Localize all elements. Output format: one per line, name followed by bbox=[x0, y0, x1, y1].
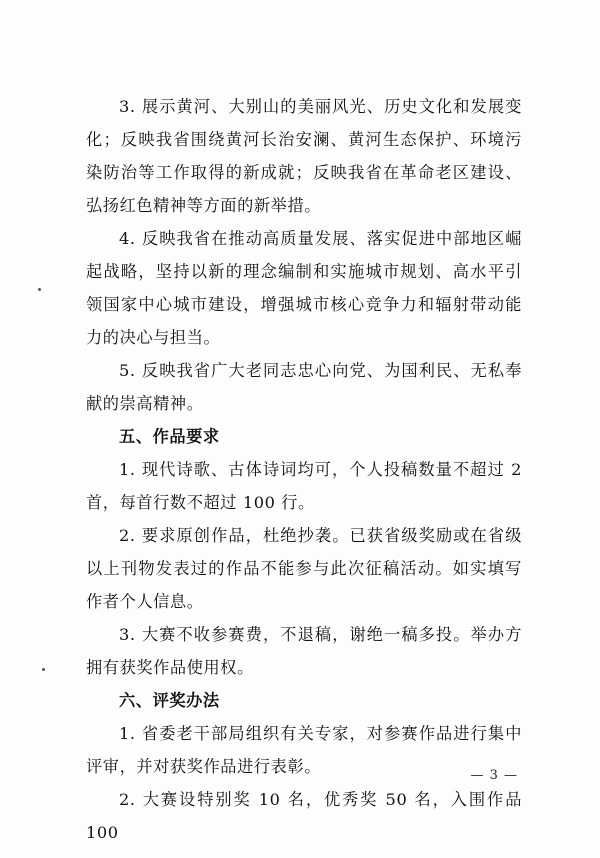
section-heading-requirements: 五、作品要求 bbox=[119, 427, 220, 446]
paragraph-requirement-2: 2. 要求原创作品，杜绝抄袭。已获省级奖励或在省级以上刊物发表过的作品不能参与此次征稿活动。如实填写作者个人信息。 bbox=[86, 526, 522, 611]
document-body bbox=[86, 90, 522, 849]
paragraph-item-5: 5. 反映我省广大老同志忠心向党、为国利民、无私奉献的崇高精神。 bbox=[86, 361, 522, 413]
paragraph-requirement-3: 3. 大赛不收参赛费，不退稿，谢绝一稿多投。举办方拥有获奖作品使用权。 bbox=[86, 625, 522, 677]
paragraph-award-2: 2. 大赛设特别奖 10 名，优秀奖 50 名，入围作品 100 bbox=[86, 790, 522, 842]
section-heading-awards: 六、评奖办法 bbox=[119, 691, 220, 710]
paragraph-item-4: 4. 反映我省在推动高质量发展、落实促进中部地区崛起战略，坚持以新的理念编制和实施城市规划、高水平引领国家中心城市建设，增强城市核心竞争力和辐射带动能力的决心与担当。 bbox=[86, 229, 522, 347]
paragraph-requirement-1: 1. 现代诗歌、古体诗词均可，个人投稿数量不超过 2 首，每首行数不超过 100 行。 bbox=[86, 460, 522, 512]
scan-speck bbox=[42, 668, 45, 671]
scan-speck bbox=[38, 288, 41, 291]
paragraph-award-1: 1. 省委老干部局组织有关专家，对参赛作品进行集中评审，并对获奖作品进行表彰。 bbox=[86, 724, 522, 776]
paragraph-item-3: 3. 展示黄河、大别山的美丽风光、历史文化和发展变化；反映我省围绕黄河长治安澜、黄河生态保护、环境污染防治等工作取得的新成就；反映我省在革命老区建设、弘扬红色精神等方面的新举措。 bbox=[86, 97, 522, 215]
page-number: — 3 — bbox=[470, 768, 518, 783]
